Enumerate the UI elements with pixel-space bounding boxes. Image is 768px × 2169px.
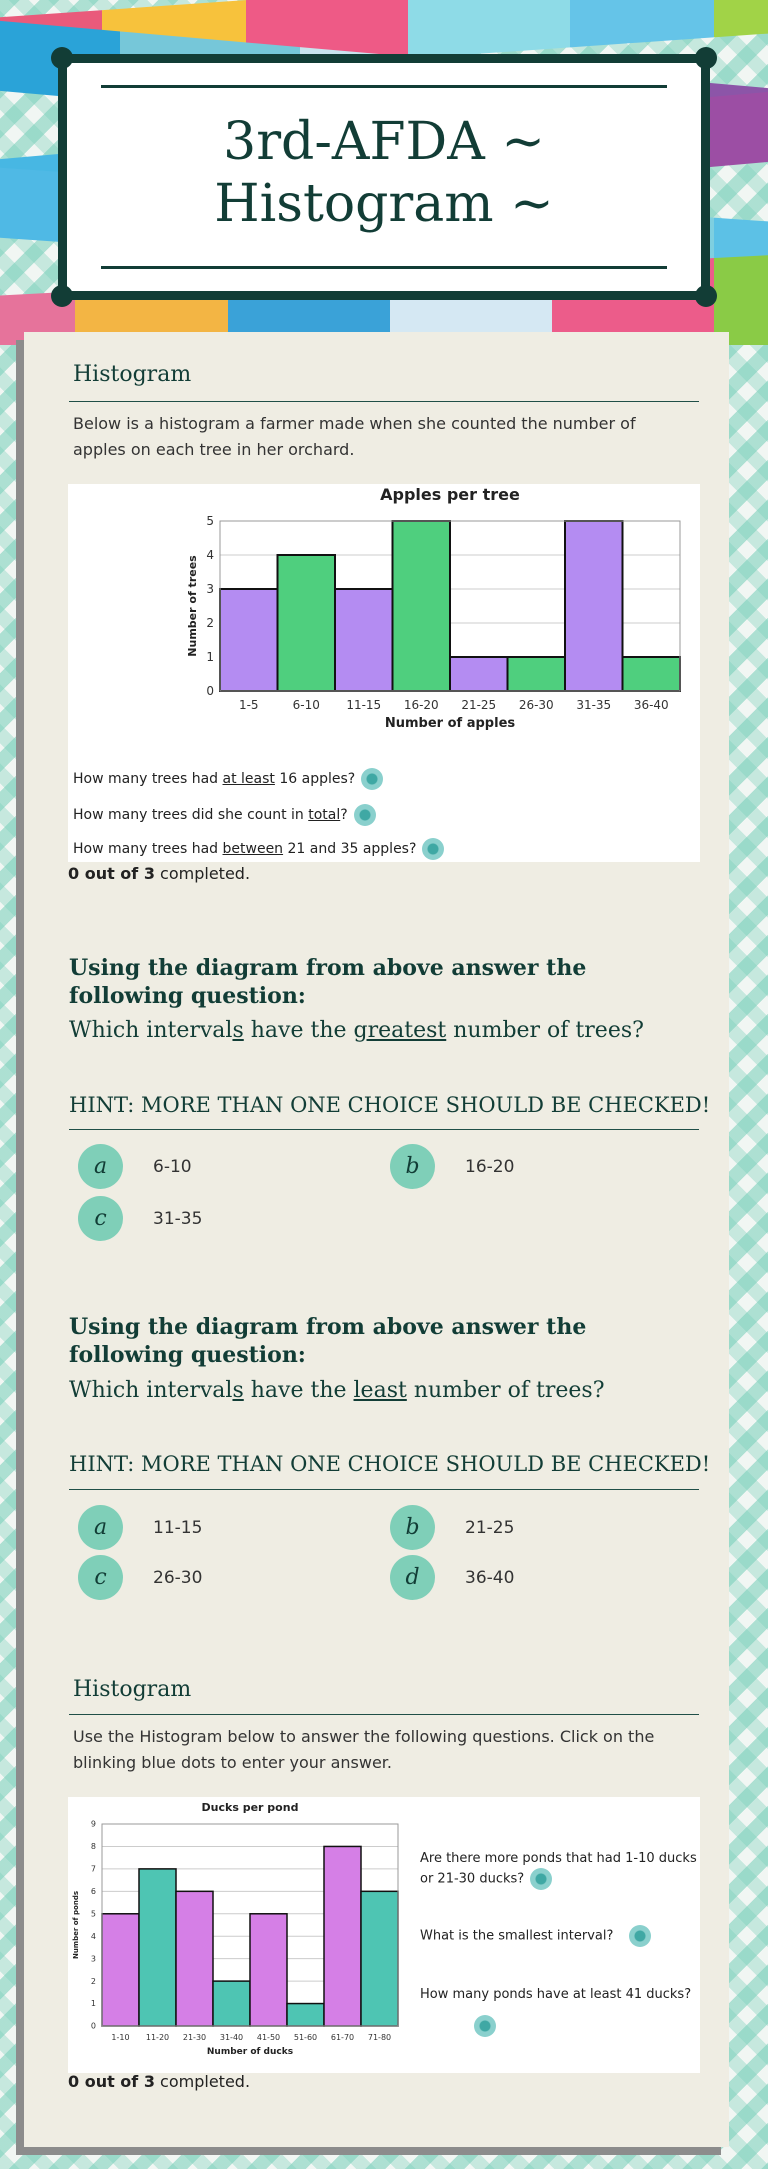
y-tick-label: 5	[206, 514, 214, 528]
question-text: How many trees did she count in	[73, 807, 309, 823]
apples-histogram	[68, 484, 700, 754]
question-emphasis: at least	[222, 771, 275, 787]
histogram-bar	[393, 521, 451, 691]
choice-c[interactable]	[78, 1196, 202, 1241]
y-tick-label: 4	[90, 1931, 96, 1941]
histogram-bar	[565, 521, 623, 691]
question-text: How many trees had	[73, 771, 223, 787]
choice-letter-badge[interactable]: b	[390, 1505, 435, 1550]
x-axis-label: Number of ducks	[206, 2047, 294, 2057]
blinking-dot-icon[interactable]	[361, 768, 383, 790]
histogram-bar	[278, 555, 336, 691]
prompt-emphasis: greatest	[353, 1018, 447, 1043]
y-axis-label: Number of trees	[186, 555, 199, 657]
x-tick-label: 26-30	[518, 698, 554, 712]
hotspot-question-3[interactable]	[420, 1987, 691, 2002]
chart-title: Apples per tree	[380, 485, 520, 504]
choice-letter-badge[interactable]: c	[78, 1555, 123, 1600]
question-text: 21 and 35 apples?	[283, 841, 417, 857]
section-heading: Histogram	[73, 1677, 192, 1702]
y-tick-label: 2	[90, 1976, 96, 1986]
histogram-bar	[287, 2004, 324, 2026]
divider	[69, 401, 699, 402]
y-tick-label: 6	[90, 1887, 96, 1896]
histogram-bar	[508, 657, 566, 691]
x-tick-label: 11-20	[145, 2033, 170, 2042]
title-card	[58, 54, 710, 300]
choice-letter-badge[interactable]: c	[78, 1196, 123, 1241]
ducks-histogram	[68, 1797, 408, 2073]
y-tick-label: 1	[90, 1999, 96, 2009]
histogram-bar	[220, 589, 278, 691]
blinking-dot-icon[interactable]	[530, 1868, 552, 1890]
hint-text: HINT: MORE THAN ONE CHOICE SHOULD BE CHECKED!	[69, 1452, 711, 1476]
choice-label[interactable]: 16-20	[465, 1156, 515, 1177]
page-title	[67, 111, 701, 235]
x-tick-label: 71-80	[367, 2033, 392, 2042]
histogram-bar	[335, 589, 393, 691]
section-intro: Use the Histogram below to answer the following questions. Click on the blinking blue dots to enter your answer.	[73, 1727, 655, 1772]
prompt-emphasis: least	[353, 1378, 407, 1403]
x-tick-label: 6-10	[292, 698, 320, 712]
y-tick-label: 3	[206, 582, 214, 596]
prompt-text: number of trees?	[446, 1018, 644, 1043]
y-tick-label: 2	[206, 616, 214, 630]
choice-b[interactable]	[390, 1144, 514, 1189]
question-text: ?	[340, 807, 348, 823]
choice-label[interactable]: 11-15	[153, 1517, 203, 1538]
hotspot-question-1[interactable]	[73, 768, 383, 790]
x-tick-label: 1-5	[238, 698, 259, 712]
y-tick-label: 0	[206, 684, 214, 698]
y-tick-label: 9	[90, 1819, 96, 1829]
choice-letter-badge[interactable]: a	[78, 1144, 123, 1189]
histogram-bar	[361, 1891, 398, 2026]
histogram-bar	[324, 1846, 361, 2026]
y-tick-label: 7	[90, 1864, 96, 1874]
choice-letter-badge[interactable]: a	[78, 1505, 123, 1550]
choice-letter-badge[interactable]: d	[390, 1555, 435, 1600]
question-title: Using the diagram from above answer the following question:	[69, 955, 587, 1009]
histogram-bar	[623, 657, 681, 691]
choice-label[interactable]: 21-25	[465, 1517, 515, 1538]
hotspot-question-2[interactable]	[73, 804, 376, 826]
hint-text: HINT: MORE THAN ONE CHOICE SHOULD BE CHECKED!	[69, 1093, 711, 1117]
choice-label[interactable]: 31-35	[153, 1208, 203, 1229]
divider	[69, 1489, 699, 1490]
x-tick-label: 61-70	[330, 2033, 355, 2042]
x-tick-label: 16-20	[403, 698, 439, 712]
prompt-text: have the	[243, 1018, 354, 1043]
histogram-bar	[176, 1891, 213, 2026]
choice-label[interactable]: 26-30	[153, 1567, 203, 1588]
y-tick-label: 0	[90, 2021, 96, 2031]
x-tick-label: 41-50	[256, 2033, 281, 2042]
question-text: How many ponds have at least 41 ducks?	[420, 1987, 692, 2002]
y-tick-label: 5	[90, 1909, 96, 1919]
choice-a[interactable]	[78, 1505, 202, 1550]
hotspot-question-1[interactable]	[420, 1849, 700, 1890]
y-tick-label: 8	[90, 1842, 96, 1852]
title-line-2: Histogram ~	[214, 174, 554, 234]
choice-a[interactable]	[78, 1144, 192, 1189]
completion-count: 0 out of 3	[68, 864, 155, 883]
x-tick-label: 1-10	[111, 2033, 130, 2042]
x-tick-label: 31-35	[576, 698, 612, 712]
choice-letter-badge[interactable]: b	[390, 1144, 435, 1189]
choice-label[interactable]: 6-10	[153, 1156, 192, 1177]
question-text: 16 apples?	[274, 771, 356, 787]
histogram-bar	[139, 1869, 176, 2026]
hotspot-question-3[interactable]	[73, 838, 444, 860]
completion-label: completed.	[154, 864, 251, 883]
y-tick-label: 1	[206, 650, 214, 664]
chart-title: Ducks per pond	[201, 1801, 299, 1814]
x-axis-label: Number of apples	[384, 716, 516, 731]
prompt-text: Which interval	[69, 1378, 233, 1403]
x-tick-label: 31-40	[219, 2033, 244, 2042]
title-line-1: 3rd-AFDA ~	[223, 112, 545, 172]
completion-count: 0 out of 3	[68, 2072, 155, 2091]
ducks-chart-panel	[68, 1797, 700, 2073]
prompt-text: Which interval	[69, 1018, 233, 1043]
x-tick-label: 21-30	[182, 2033, 207, 2042]
question-emphasis: between	[222, 841, 284, 857]
question-text: How many trees had	[73, 841, 223, 857]
y-axis-label: Number of ponds	[72, 1890, 80, 1960]
prompt-text: number of trees?	[406, 1378, 605, 1403]
x-tick-label: 21-25	[461, 698, 497, 712]
choice-label[interactable]: 36-40	[465, 1567, 515, 1588]
question-text: Are there more ponds that had 1-10 ducks or 21-30 ducks?	[420, 1851, 697, 1887]
histogram-bar	[213, 1981, 250, 2026]
x-tick-label: 51-60	[293, 2033, 318, 2042]
section-heading: Histogram	[73, 362, 192, 387]
blinking-dot-icon[interactable]	[422, 838, 444, 860]
x-tick-label: 11-15	[346, 698, 382, 712]
prompt-text: have the	[243, 1378, 354, 1403]
question-emphasis: total	[308, 807, 341, 823]
completion-status	[68, 2072, 250, 2091]
question-prompt	[69, 1378, 605, 1403]
choice-c[interactable]	[78, 1555, 202, 1600]
blinking-dot-icon[interactable]	[474, 2015, 496, 2037]
histogram-bar	[450, 657, 508, 691]
y-tick-label: 4	[206, 548, 214, 562]
y-tick-label: 3	[90, 1954, 96, 1964]
prompt-emphasis: s	[232, 1018, 244, 1043]
divider	[69, 1129, 699, 1130]
choice-d[interactable]	[390, 1555, 514, 1600]
x-tick-label: 36-40	[633, 698, 669, 712]
histogram-bar	[102, 1914, 139, 2026]
completion-status	[68, 864, 250, 883]
blinking-dot-icon[interactable]	[629, 1925, 651, 1947]
section-intro: Below is a histogram a farmer made when she counted the number of apples on each tree in her orchard.	[73, 414, 636, 459]
prompt-emphasis: s	[232, 1378, 244, 1403]
hotspot-question-2[interactable]	[420, 1925, 651, 1947]
histogram-bar	[250, 1914, 287, 2026]
question-text: What is the smallest interval?	[420, 1928, 614, 1944]
completion-label: completed.	[154, 2072, 251, 2091]
question-prompt	[69, 1018, 644, 1043]
divider	[69, 1714, 699, 1715]
question-title: Using the diagram from above answer the following question:	[69, 1314, 587, 1368]
choice-b[interactable]	[390, 1505, 514, 1550]
blinking-dot-icon[interactable]	[354, 804, 376, 826]
